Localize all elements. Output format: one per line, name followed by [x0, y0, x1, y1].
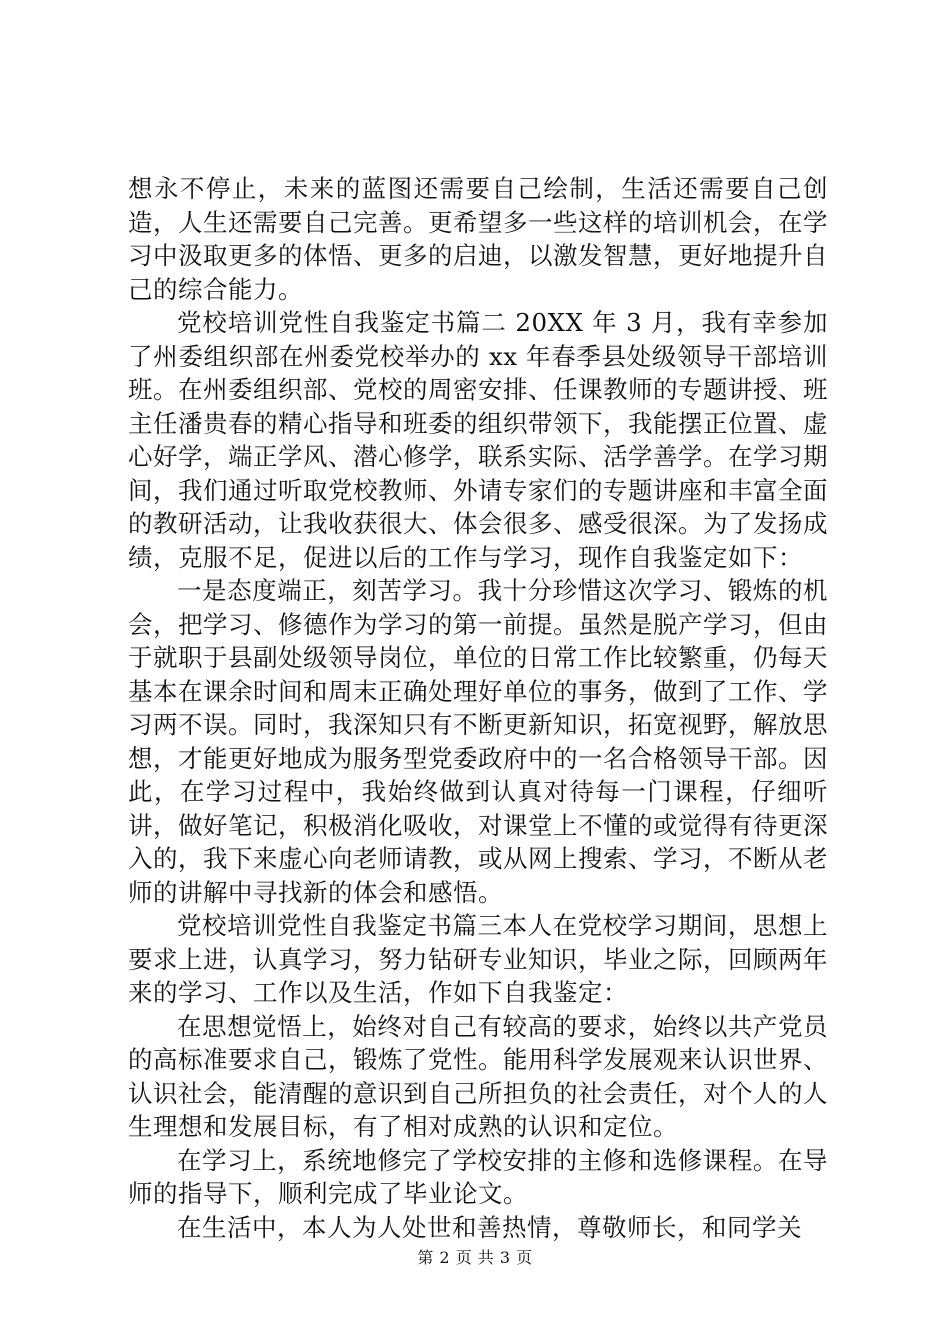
document-body [128, 172, 828, 1244]
page-number-footer: 第 2 页 共 3 页 [417, 1248, 533, 1267]
paragraph-life: 在生活中，本人为人处世和善热情，尊敬师长，和同学关 [177, 1212, 802, 1242]
paragraph-study: 在学习上，系统地修完了学校安排的主修和选修课程。在导师的指导下，顺利完成了毕业论文。 [128, 1145, 828, 1208]
paragraph-section-three: 党校培训党性自我鉴定书篇三本人在党校学习期间，思想上要求上进，认真学习，努力钻研专业知识，毕业之际，回顾两年来的学习、工作以及生活，作如下自我鉴定： [128, 911, 828, 1007]
paragraph-attitude: 一是态度端正，刻苦学习。我十分珍惜这次学习、锻炼的机会，把学习、修德作为学习的第一前提。虽然是脱产学习，但由于就职于县副处级领导岗位，单位的日常工作比较繁重，仍每天基本在课余时间和周末正确处理好单位的事务，做到了工作、学习两不误。同时，我深知只有不断更新知识，拓宽视野，解放思想，才能更好地成为服务型党委政府中的一名合格领导干部。因此，在学习过程中，我始终做到认真对待每一门课程，仔细听讲，做好笔记，积极消化吸收，对课堂上不懂的或觉得有待更深入的，我下来虚心向老师请教，或从网上搜索、学习，不断从老师的讲解中寻找新的体会和感悟。 [128, 576, 828, 907]
paragraph-continuation: 想永不停止，未来的蓝图还需要自己绘制，生活还需要自己创造，人生还需要自己完善。更希望多一些这样的培训机会，在学习中汲取更多的体悟、更多的启迪，以激发智慧，更好地提升自己的综合能力。 [128, 174, 828, 304]
paragraph-ideology: 在思想觉悟上，始终对自己有较高的要求，始终以共产党员的高标准要求自己，锻炼了党性。能用科学发展观来认识世界、认识社会，能清醒的意识到自己所担负的社会责任，对个人的人生理想和发展目标，有了相对成熟的认识和定位。 [128, 1011, 828, 1141]
paragraph-section-two: 党校培训党性自我鉴定书篇二 20XX 年 3 月，我有幸参加了州委组织部在州委党校举办的 xx 年春季县处级领导干部培训班。在州委组织部、党校的周密安排、任课教师的专题讲授、班主任潘贵春的精心指导和班委的组织带领下，我能摆正位置、虚心好学，端正学风、潜心修学，联系实际、活学善学。在学习期间，我们通过听取党校教师、外请专家们的专题讲座和丰富全面的教研活动，让我收获很大、体会很多、感受很深。为了发扬成绩，克服不足，促进以后的工作与学习，现作自我鉴定如下： [128, 308, 828, 572]
